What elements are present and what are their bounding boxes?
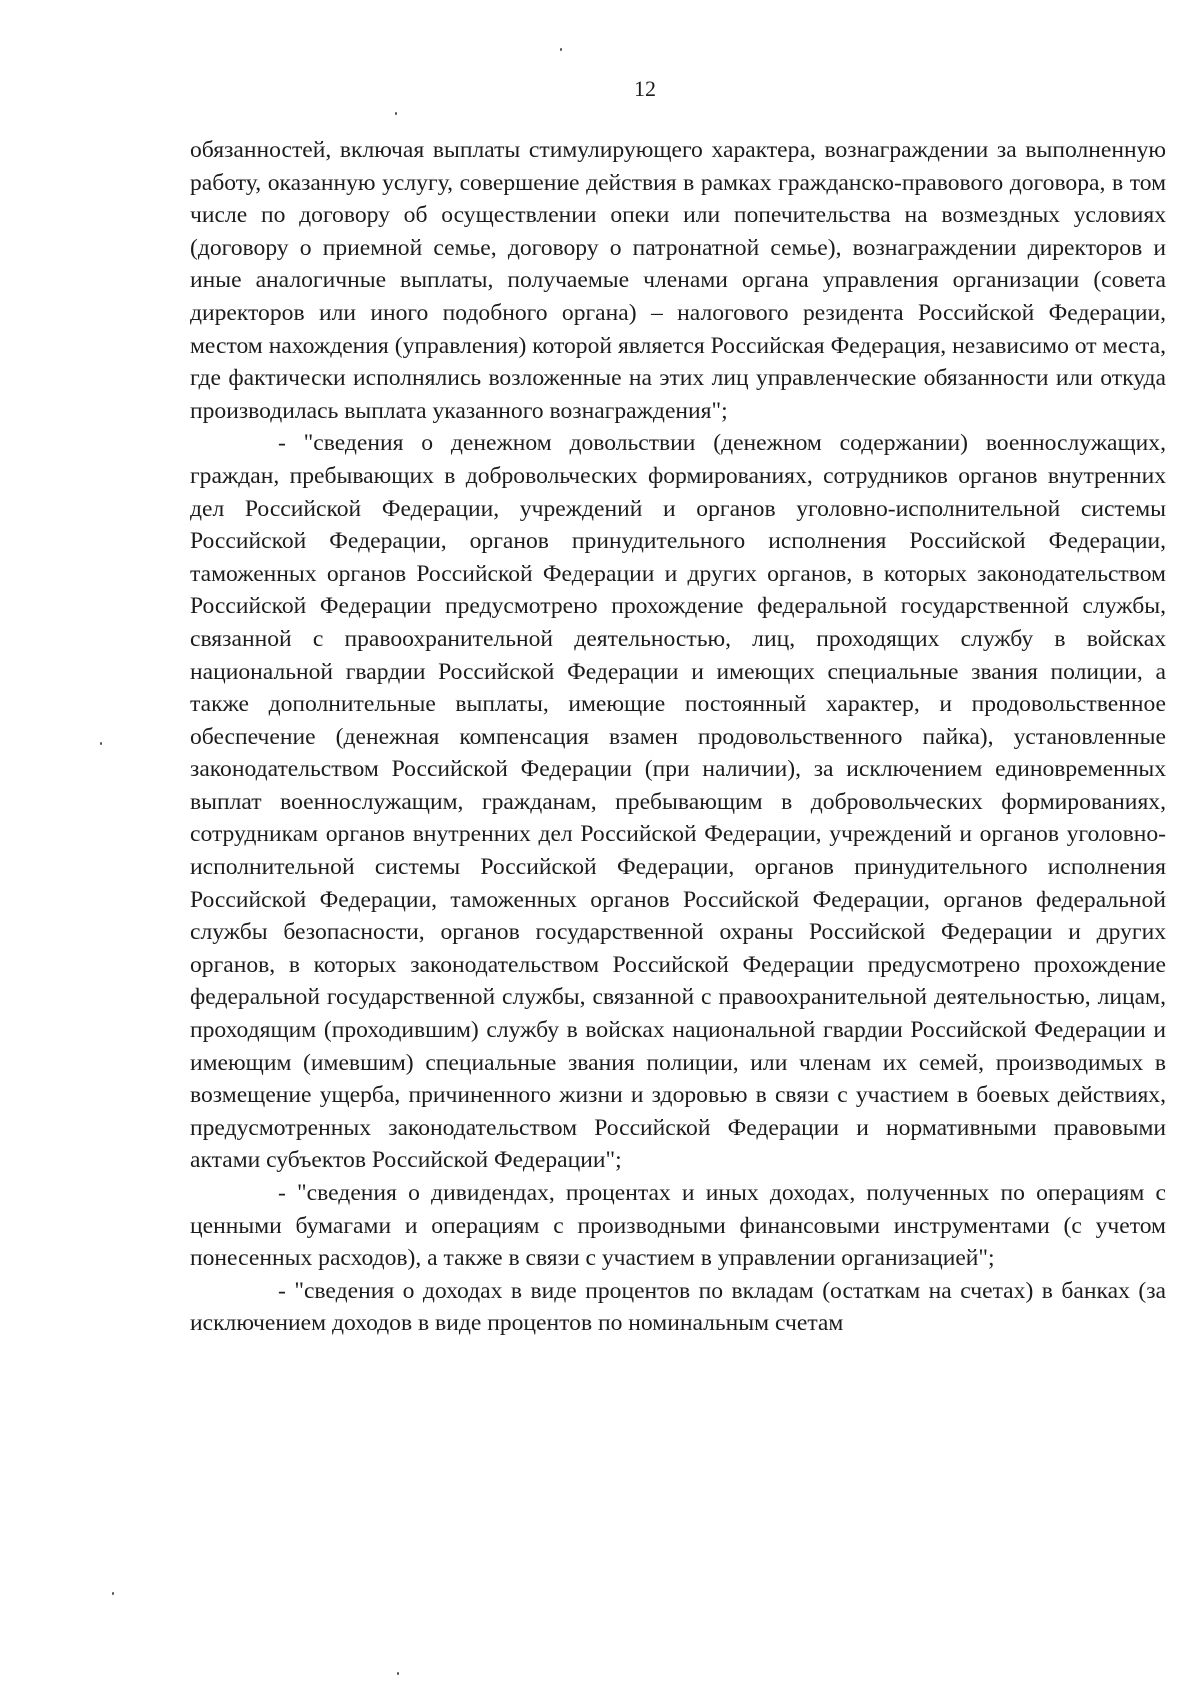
paragraph-dividends-info: - "сведения о дивидендах, процентах и иных доходах, полученных по операциям с ценными бумагами и операциям с производными финансовыми инструментами (с учетом понесенных расходов), а также в связи с участием в управлении организацией"; (190, 1180, 1166, 1272)
paragraph-bank-interest-info: - "сведения о доходах в виде процентов по вкладам (остаткам на счетах) в банках (за исключением доходов в виде процентов по номинальным счетам (190, 1277, 1166, 1337)
paragraph-continuation: обязанностей, включая выплаты стимулирующего характера, вознаграждении за выполненную работу, оказанную услугу, совершение действия в рамках гражданско-правового договора, в том числе по договору об осуществлении опеки или попечительства на возмездных условиях (договору о приемной семье, договору о патронатной семье), вознаграждении директоров и иные аналогичные выплаты, получаемые членами органа управления организации (совета директоров или иного подобного органа) – налогового резидента Российской Федерации, местом нахождения (управления) которой является Российская Федерация, независимо от места, где фактически исполнялись возложенные на этих лиц управленческие обязанности или откуда производилась выплата указанного вознаграждения"; (190, 137, 1166, 424)
paragraph-salary-info: - "сведения о денежном довольствии (денежном содержании) военнослужащих, граждан, пребывающих в добровольческих формированиях, сотрудников органов внутренних дел Российской Федерации, учреждений и органов уголовно-исполнительной системы Российской Федерации, органов принудительного исполнения Российской Федерации, таможенных органов Российской Федерации и других органов, в которых законодательством Российской Федерации предусмотрено прохождение федеральной государственной службы, связанной с правоохранительной деятельностью, лиц, проходящих службу в войсках национальной гвардии Российской Федерации и имеющих специальные звания полиции, а также дополнительные выплаты, имеющие постоянный характер, и продовольственное обеспечение (денежная компенсация взамен продовольственного пайка), установленные законодательством Российской Федерации (при наличии), за исключением единовременных выплат военнослужащим, гражданам, пребывающим в добровольческих формированиях, сотрудникам органов внутренних дел Российской Федерации, учреждений и органов уголовно-исполнительной системы Российской Федерации, органов принудительного исполнения Российской Федерации, таможенных органов Российской Федерации, органов федеральной службы безопасности, органов государственной охраны Российской Федерации и других органов, в которых законодательством Российской Федерации предусмотрено прохождение федеральной государственной службы, связанной с правоохранительной деятельностью, лицам, проходящим (проходившим) службу в войсках национальной гвардии Российской Федерации и имеющим (имевшим) специальные звания полиции, или членам их семей, производимых в возмещение ущерба, причиненного жизни и здоровью в связи с участием в боевых действиях, предусмотренных законодательством Российской Федерации и нормативными правовыми актами субъектов Российской Федерации"; (190, 430, 1166, 1174)
scan-speck (397, 1672, 399, 1675)
scan-speck (560, 48, 562, 51)
document-body (190, 134, 1166, 1340)
scan-speck (100, 742, 102, 745)
scan-speck (112, 1592, 114, 1595)
page-number: 12 (634, 76, 656, 101)
scan-speck (395, 112, 397, 115)
